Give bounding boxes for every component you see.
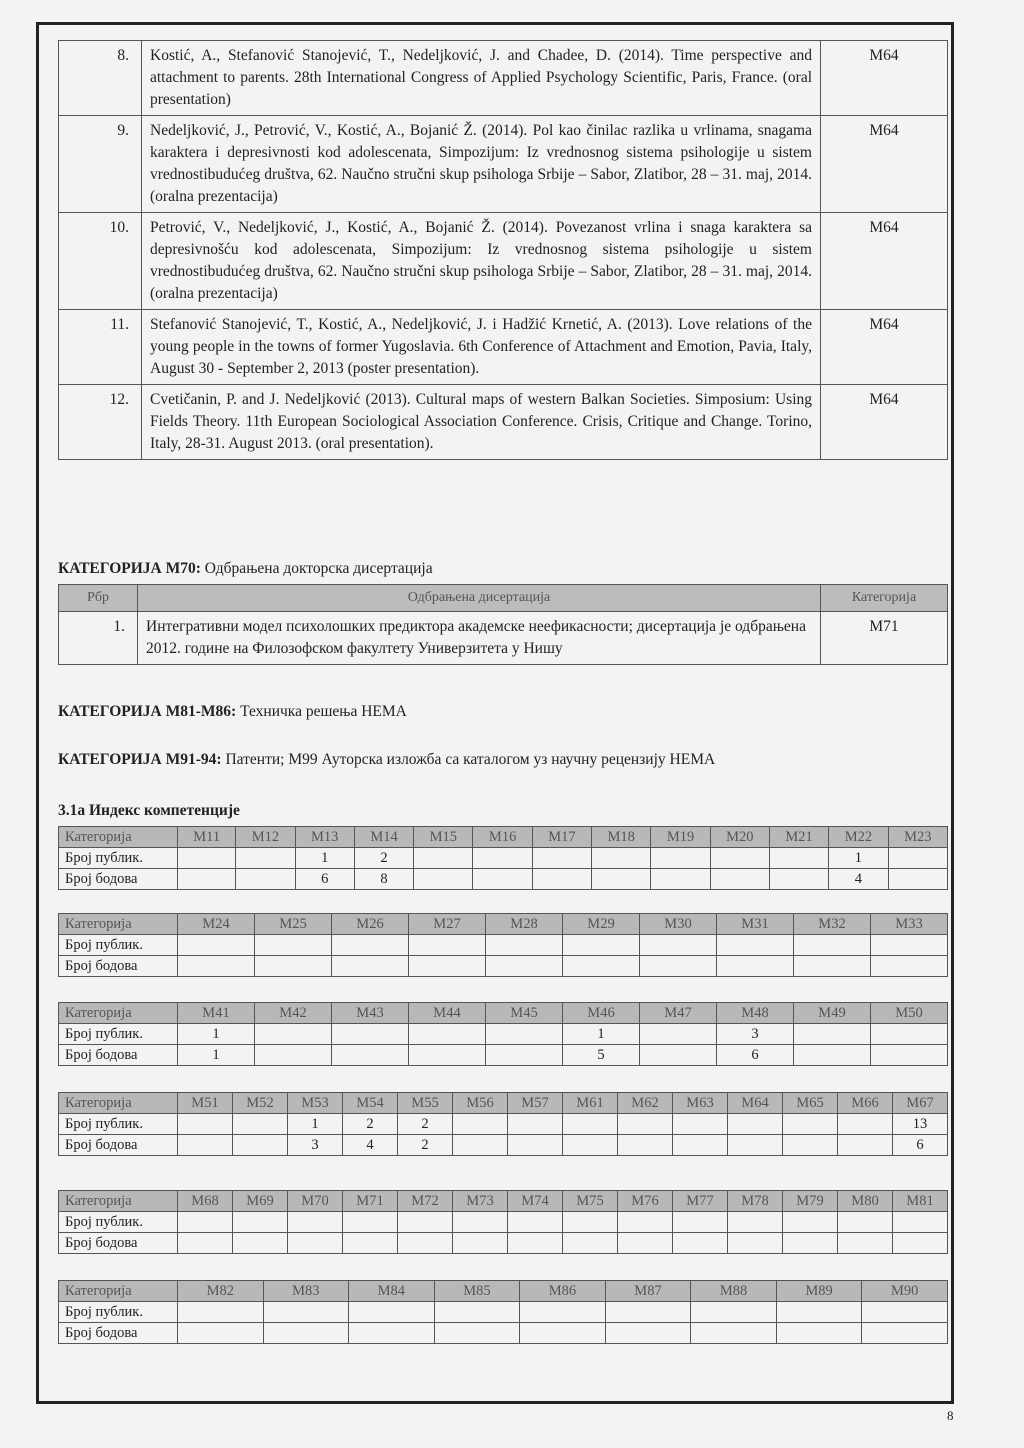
category-header-cell: M79: [783, 1191, 838, 1212]
category-header-row: [59, 827, 948, 848]
value-cell: [871, 956, 948, 977]
value-cell: [673, 1233, 728, 1254]
row-text: Интегративни модел психолошких предиктора академске неефикасности; дисертација је одбрањена 2012. године на Филозофском факултету Универзитета у Нишу: [138, 612, 821, 665]
value-cell: [414, 869, 473, 890]
index-table: [58, 826, 948, 890]
value-cell: [640, 1024, 717, 1045]
value-cell: [871, 1024, 948, 1045]
category-header-cell: M43: [332, 1003, 409, 1024]
value-cell: [332, 935, 409, 956]
category-header-cell: M57: [508, 1093, 563, 1114]
value-cell: [332, 1045, 409, 1066]
value-cell: [717, 935, 794, 956]
row-label: Број бодова: [59, 956, 178, 977]
points-row: [59, 1135, 948, 1156]
value-cell: [888, 869, 947, 890]
value-cell: [288, 1233, 343, 1254]
category-header-row: [59, 1003, 948, 1024]
value-cell: [178, 1323, 264, 1344]
value-cell: [178, 1212, 233, 1233]
value-cell: [563, 1114, 618, 1135]
publications-row: [59, 1114, 948, 1135]
value-cell: [178, 1302, 264, 1323]
points-row: [59, 1045, 948, 1066]
category-header-cell: M82: [178, 1281, 264, 1302]
points-row: [59, 1323, 948, 1344]
value-cell: [255, 1045, 332, 1066]
category-header-cell: M23: [888, 827, 947, 848]
value-cell: [409, 935, 486, 956]
value-cell: 1: [295, 848, 354, 869]
category-header-cell: M70: [288, 1191, 343, 1212]
value-cell: [563, 1212, 618, 1233]
value-cell: [563, 1233, 618, 1254]
value-cell: [769, 848, 828, 869]
value-cell: [178, 1233, 233, 1254]
pub-number: 11.: [59, 310, 142, 385]
value-cell: 6: [893, 1135, 948, 1156]
category-header-row: [59, 1191, 948, 1212]
value-cell: [178, 1114, 233, 1135]
value-cell: 4: [829, 869, 888, 890]
pub-category: M64: [821, 385, 948, 460]
value-cell: [563, 1135, 618, 1156]
publication-row: [59, 310, 948, 385]
category-header-cell: M29: [563, 914, 640, 935]
category-header-cell: M51: [178, 1093, 233, 1114]
value-cell: [710, 848, 769, 869]
value-cell: [888, 848, 947, 869]
category-header-cell: M61: [563, 1093, 618, 1114]
category-header-cell: M17: [532, 827, 591, 848]
value-cell: [398, 1212, 453, 1233]
publication-row: [59, 213, 948, 310]
category-header-cell: M74: [508, 1191, 563, 1212]
value-cell: [618, 1233, 673, 1254]
publication-row: [59, 41, 948, 116]
category-header-cell: M69: [233, 1191, 288, 1212]
value-cell: [717, 956, 794, 977]
value-cell: [349, 1302, 435, 1323]
value-cell: [794, 1024, 871, 1045]
table-row: [59, 612, 948, 665]
value-cell: 8: [354, 869, 413, 890]
value-cell: [473, 869, 532, 890]
value-cell: [255, 935, 332, 956]
row-label: Категорија: [59, 1281, 178, 1302]
index-heading: 3.1а Индекс компетенције: [58, 802, 240, 819]
value-cell: [673, 1114, 728, 1135]
value-cell: 1: [288, 1114, 343, 1135]
publications-row: [59, 848, 948, 869]
category-header-cell: M50: [871, 1003, 948, 1024]
pub-number: 8.: [59, 41, 142, 116]
row-label: Број бодова: [59, 1233, 178, 1254]
value-cell: [343, 1212, 398, 1233]
category-header-cell: M25: [255, 914, 332, 935]
value-cell: [263, 1302, 349, 1323]
index-table: [58, 1280, 948, 1344]
row-label: Број публик.: [59, 1114, 178, 1135]
value-cell: [486, 956, 563, 977]
value-cell: [236, 848, 295, 869]
value-cell: [508, 1114, 563, 1135]
category-header-cell: M12: [236, 827, 295, 848]
value-cell: 1: [563, 1024, 640, 1045]
value-cell: [710, 869, 769, 890]
value-cell: [409, 956, 486, 977]
value-cell: 1: [178, 1024, 255, 1045]
value-cell: [409, 1024, 486, 1045]
value-cell: [486, 935, 563, 956]
value-cell: [332, 956, 409, 977]
value-cell: 1: [829, 848, 888, 869]
value-cell: [255, 956, 332, 977]
value-cell: [343, 1233, 398, 1254]
row-label: Број публик.: [59, 1302, 178, 1323]
value-cell: [453, 1233, 508, 1254]
category-header-cell: M14: [354, 827, 413, 848]
category-header-cell: M72: [398, 1191, 453, 1212]
category-header-cell: M81: [893, 1191, 948, 1212]
value-cell: [783, 1212, 838, 1233]
value-cell: [263, 1323, 349, 1344]
value-cell: [673, 1135, 728, 1156]
col-cat: Категорија: [821, 585, 948, 612]
pub-reference: Cvetičanin, P. and J. Nedeljković (2013). Cultural maps of western Balkan Societies. Simposium: Using Fields Theory. 11th European Sociological Association Conference. Crisis, Critique and Change. Torino, Italy, 28-31. August 2013. (oral presentation).: [142, 385, 821, 460]
pub-number: 9.: [59, 116, 142, 213]
index-table: [58, 1092, 948, 1156]
value-cell: [409, 1045, 486, 1066]
m70-heading: КАТЕГОРИЈА М70: Одбрањена докторска дисертација: [58, 560, 433, 577]
points-row: [59, 1233, 948, 1254]
value-cell: [893, 1233, 948, 1254]
value-cell: [592, 869, 651, 890]
index-table: [58, 1190, 948, 1254]
value-cell: [783, 1233, 838, 1254]
value-cell: 4: [343, 1135, 398, 1156]
category-header-cell: M89: [776, 1281, 862, 1302]
category-header-cell: M64: [728, 1093, 783, 1114]
category-header-cell: M42: [255, 1003, 332, 1024]
category-header-cell: M19: [651, 827, 710, 848]
value-cell: 3: [717, 1024, 794, 1045]
value-cell: [563, 935, 640, 956]
row-label: Категорија: [59, 827, 178, 848]
category-header-cell: M68: [178, 1191, 233, 1212]
value-cell: 2: [398, 1114, 453, 1135]
value-cell: [453, 1114, 508, 1135]
category-header-cell: M55: [398, 1093, 453, 1114]
value-cell: [453, 1212, 508, 1233]
publications-table: [58, 40, 948, 460]
row-label: Број бодова: [59, 1045, 178, 1066]
category-header-cell: M31: [717, 914, 794, 935]
value-cell: [532, 869, 591, 890]
value-cell: [794, 1045, 871, 1066]
category-header-cell: M24: [178, 914, 255, 935]
page-number: 8: [947, 1408, 954, 1423]
category-header-cell: M32: [794, 914, 871, 935]
m91-heading: КАТЕГОРИЈА М91-94: Патенти; М99 Ауторска изложба са каталогом уз научну рецензију НЕМА: [58, 751, 716, 768]
points-row: [59, 869, 948, 890]
category-header-cell: M65: [783, 1093, 838, 1114]
category-header-cell: M71: [343, 1191, 398, 1212]
category-header-cell: M90: [862, 1281, 948, 1302]
row-num: 1.: [59, 612, 138, 665]
publications-row: [59, 935, 948, 956]
category-header-cell: M80: [838, 1191, 893, 1212]
value-cell: [618, 1212, 673, 1233]
category-header-cell: M83: [263, 1281, 349, 1302]
value-cell: [728, 1114, 783, 1135]
category-header-cell: M49: [794, 1003, 871, 1024]
pub-number: 12.: [59, 385, 142, 460]
value-cell: 6: [295, 869, 354, 890]
value-cell: [691, 1323, 777, 1344]
value-cell: [508, 1212, 563, 1233]
value-cell: [794, 935, 871, 956]
value-cell: [520, 1302, 606, 1323]
col-num: Рбр: [59, 585, 138, 612]
row-label: Категорија: [59, 1191, 178, 1212]
value-cell: [769, 869, 828, 890]
category-header-cell: M67: [893, 1093, 948, 1114]
pub-category: M64: [821, 116, 948, 213]
category-header-cell: M77: [673, 1191, 728, 1212]
row-label: Категорија: [59, 1003, 178, 1024]
category-header-cell: M21: [769, 827, 828, 848]
pub-reference: Kostić, A., Stefanović Stanojević, T., Nedeljković, J. and Chadee, D. (2014). Time perspective and attachment to parents. 28th International Congress of Applied Psychology Scientific, Paris, France. (oral presentation): [142, 41, 821, 116]
category-header-cell: M52: [233, 1093, 288, 1114]
value-cell: [233, 1135, 288, 1156]
category-header-cell: M63: [673, 1093, 728, 1114]
value-cell: [520, 1323, 606, 1344]
value-cell: [233, 1114, 288, 1135]
points-row: [59, 956, 948, 977]
row-label: Број публик.: [59, 935, 178, 956]
category-header-cell: M16: [473, 827, 532, 848]
value-cell: [618, 1135, 673, 1156]
pub-reference: Petrović, V., Nedeljković, J., Kostić, A., Bojanić Ž. (2014). Povezanost vrlina i snaga karaktera sa depresivnošću kod adolescenata, Simpozijum: Iz vrednosnog sistema psihologije u sistem vrednostibudućeg društva, 62. Naučno stručni skup psihologa Srbije – Sabor, Zlatibor, 28 – 31. maj, 2014. (oralna prezentacija): [142, 213, 821, 310]
value-cell: [838, 1212, 893, 1233]
value-cell: [178, 869, 236, 890]
value-cell: [862, 1302, 948, 1323]
publications-row: [59, 1024, 948, 1045]
col-title: Одбрањена дисертација: [138, 585, 821, 612]
row-label: Број бодова: [59, 1323, 178, 1344]
value-cell: [640, 1045, 717, 1066]
value-cell: 1: [178, 1045, 255, 1066]
category-header-cell: M88: [691, 1281, 777, 1302]
value-cell: [838, 1114, 893, 1135]
value-cell: [349, 1323, 435, 1344]
value-cell: [862, 1323, 948, 1344]
value-cell: [673, 1212, 728, 1233]
category-header-cell: M54: [343, 1093, 398, 1114]
value-cell: [838, 1233, 893, 1254]
value-cell: [776, 1323, 862, 1344]
category-header-cell: M48: [717, 1003, 794, 1024]
pub-reference: Stefanović Stanojević, T., Kostić, A., Nedeljković, J. i Hadžić Krnetić, A. (2013). Love relations of the young people in the towns of former Yugoslavia. 6th Conference of Attachment and Emotion, Pavia, Italy, August 30 - September 2, 2013 (poster presentation).: [142, 310, 821, 385]
row-cat: М71: [821, 612, 948, 665]
category-header-cell: M84: [349, 1281, 435, 1302]
value-cell: [871, 1045, 948, 1066]
category-header-cell: M11: [178, 827, 236, 848]
m70-table: [58, 584, 948, 665]
pub-category: M64: [821, 41, 948, 116]
value-cell: [871, 935, 948, 956]
category-header-cell: M26: [332, 914, 409, 935]
value-cell: [794, 956, 871, 977]
publications-row: [59, 1302, 948, 1323]
publication-row: [59, 116, 948, 213]
row-label: Број бодова: [59, 869, 178, 890]
category-header-cell: M28: [486, 914, 563, 935]
value-cell: [508, 1135, 563, 1156]
value-cell: 2: [398, 1135, 453, 1156]
category-header-cell: M73: [453, 1191, 508, 1212]
category-header-cell: M13: [295, 827, 354, 848]
value-cell: [605, 1302, 691, 1323]
pub-number: 10.: [59, 213, 142, 310]
category-header-cell: M46: [563, 1003, 640, 1024]
value-cell: [178, 1135, 233, 1156]
row-label: Број публик.: [59, 1212, 178, 1233]
value-cell: [728, 1135, 783, 1156]
value-cell: 2: [343, 1114, 398, 1135]
value-cell: [398, 1233, 453, 1254]
value-cell: [838, 1135, 893, 1156]
value-cell: [434, 1302, 520, 1323]
value-cell: [178, 956, 255, 977]
value-cell: [178, 848, 236, 869]
category-header-cell: M66: [838, 1093, 893, 1114]
index-table: [58, 913, 948, 977]
category-header-cell: M85: [434, 1281, 520, 1302]
publication-row: [59, 385, 948, 460]
value-cell: [233, 1233, 288, 1254]
pub-category: M64: [821, 310, 948, 385]
value-cell: [178, 935, 255, 956]
category-header-row: [59, 1093, 948, 1114]
row-label: Категорија: [59, 1093, 178, 1114]
value-cell: [473, 848, 532, 869]
value-cell: 2: [354, 848, 413, 869]
category-header-cell: M33: [871, 914, 948, 935]
value-cell: [728, 1233, 783, 1254]
value-cell: 13: [893, 1114, 948, 1135]
value-cell: 3: [288, 1135, 343, 1156]
category-header-cell: M56: [453, 1093, 508, 1114]
value-cell: [414, 848, 473, 869]
category-header-cell: M30: [640, 914, 717, 935]
pub-category: M64: [821, 213, 948, 310]
category-header-cell: M41: [178, 1003, 255, 1024]
pub-reference: Nedeljković, J., Petrović, V., Kostić, A., Bojanić Ž. (2014). Pol kao činilac razlika u vrlinama, snagama karaktera i depresivnosti kod adolescenata, Simpozijum: Iz vrednosnog sistema psihologije u sistem vrednostibudućeg društva, 62. Naučno stručni skup psihologa Srbije – Sabor, Zlatibor, 28 – 31. maj, 2014. (oralna prezentacija): [142, 116, 821, 213]
value-cell: [563, 956, 640, 977]
value-cell: [332, 1024, 409, 1045]
row-label: Број бодова: [59, 1135, 178, 1156]
category-header-cell: M75: [563, 1191, 618, 1212]
value-cell: [691, 1302, 777, 1323]
value-cell: [592, 848, 651, 869]
category-header-cell: M18: [592, 827, 651, 848]
index-table: [58, 1002, 948, 1066]
value-cell: [728, 1212, 783, 1233]
category-header-cell: M45: [486, 1003, 563, 1024]
value-cell: [255, 1024, 332, 1045]
value-cell: 5: [563, 1045, 640, 1066]
category-header-cell: M78: [728, 1191, 783, 1212]
category-header-cell: M87: [605, 1281, 691, 1302]
category-header-cell: M15: [414, 827, 473, 848]
value-cell: [783, 1135, 838, 1156]
category-header-cell: M27: [409, 914, 486, 935]
value-cell: [640, 956, 717, 977]
category-header-cell: M62: [618, 1093, 673, 1114]
value-cell: [651, 869, 710, 890]
value-cell: [508, 1233, 563, 1254]
row-label: Категорија: [59, 914, 178, 935]
publications-row: [59, 1212, 948, 1233]
m81-heading: КАТЕГОРИЈА М81-М86: Техничка решења НЕМА: [58, 703, 407, 720]
value-cell: [486, 1024, 563, 1045]
value-cell: [893, 1212, 948, 1233]
category-header-cell: M44: [409, 1003, 486, 1024]
category-header-cell: M20: [710, 827, 769, 848]
value-cell: [618, 1114, 673, 1135]
row-label: Број публик.: [59, 848, 178, 869]
category-header-cell: M76: [618, 1191, 673, 1212]
value-cell: [605, 1323, 691, 1344]
category-header-cell: M86: [520, 1281, 606, 1302]
value-cell: [434, 1323, 520, 1344]
value-cell: [532, 848, 591, 869]
value-cell: [453, 1135, 508, 1156]
value-cell: [288, 1212, 343, 1233]
category-header-cell: M47: [640, 1003, 717, 1024]
value-cell: [783, 1114, 838, 1135]
value-cell: [651, 848, 710, 869]
category-header-row: [59, 1281, 948, 1302]
value-cell: [776, 1302, 862, 1323]
value-cell: 6: [717, 1045, 794, 1066]
value-cell: [236, 869, 295, 890]
category-header-row: [59, 914, 948, 935]
value-cell: [486, 1045, 563, 1066]
value-cell: [640, 935, 717, 956]
value-cell: [233, 1212, 288, 1233]
row-label: Број публик.: [59, 1024, 178, 1045]
category-header-cell: M22: [829, 827, 888, 848]
category-header-cell: M53: [288, 1093, 343, 1114]
